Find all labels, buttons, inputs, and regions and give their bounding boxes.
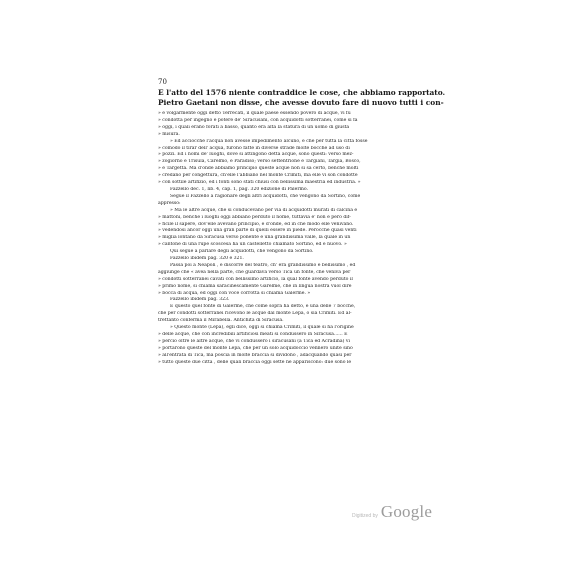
watermark-prefix: Digitized by	[352, 513, 378, 519]
body-line: aggiunge che « avea nella parte, che guardava verso Tica un fonte, che veniva per	[158, 269, 351, 275]
body-line: Fazzello dec. 1, lib. 4, cap. 1, pag. 320 edizione di Palermo.	[170, 186, 309, 192]
body-line: » condotti sotterranei cavati con bellissimo artificio, la qual fonte avendo perduto il	[158, 276, 353, 282]
body-line: » comodo il tirar dell' acqua, furono fatte in diverse strade molte bocche ad uso di	[158, 145, 350, 151]
body-line: Fazzello ibidem pag. 323.	[170, 297, 230, 303]
body-line: » cantone di una rupe scoscesa ha un castelletto chiamato Sortino, ed è nuovo. »	[158, 242, 347, 248]
body-text	[158, 111, 426, 367]
body-line: » Questo monte (Lepa), egli dice, oggi si chiama Crimiti, il quale si ha l'origine	[170, 325, 354, 331]
body-line: » e Targetta. Ma d'onde abbiamo principio queste acque non si sa certo, benchè molti	[158, 166, 359, 172]
body-line: » miglia lontano da Siracusa verso ponente è una grandissima valle, la quale in un	[158, 235, 351, 241]
body-line: Segue il Fazzello a ragionare degli altri acquidotti, che vengono da Sortino, come	[170, 193, 361, 199]
body-line: » zogiorno è Trisula, Carelmo, e Paradiso; verso settentrione è Targiani, Targia, Bosco,	[158, 159, 361, 165]
body-line: » misura.	[158, 131, 180, 137]
page-number: 70	[158, 78, 167, 86]
body-line: È questo quel fonte di Galerme, che come sopra ha detto, è una delle 7 bocche,	[170, 304, 356, 310]
body-line: » tutto queste due città , delle quali braccia oggi sette ne appariscono: due sono le	[158, 359, 352, 365]
lead-line: Pietro Gaetani non disse, che avesse dovuto fare di nuovo tutti i con-	[158, 97, 444, 107]
body-line: » Ed acciocchè l'acqua non avesse impedimento alcuno, e che per tutta la città fosse	[170, 138, 368, 144]
body-line: » condotta per ingegno e potere de' Siracusani, con acquidotti sotterranei, come si fa	[158, 117, 358, 123]
google-watermark	[352, 502, 432, 522]
body-line: appresso:	[158, 200, 181, 206]
body-line: » Ma le altre acque, che si conducevano per via di acquidotti murati di calcina e	[170, 207, 358, 213]
body-line: » ficile il sapere, dov'elle avevano principio, e d'onde, ed in che modo elle venivano.	[158, 221, 354, 227]
body-line: » con sottile artifizio, ed i fonti sono stati chiusi con bellissima maestria ed industria. »	[158, 180, 361, 186]
body-line: che per condotti sotterranei ricevono le acque dal monte Lepa, o sia Crimiti. Ed al-	[158, 311, 352, 317]
body-line: Passa poi a Neapoli , e discorre del teatro, ch' era grandissimo e bellissimo , ed	[170, 262, 356, 268]
body-line: » primo nome, si chiama saracinescamente Garelme, che in lingua nostra vuol dire	[158, 283, 352, 289]
body-line: » pozzi. Ed i nomi de' luoghi, dove si attingono detta acque, sono questi: verso mez-	[158, 152, 354, 158]
body-line: » perciò oltre le altre acque, che vi condussero i siracusani (a Tica ed Acradina) vi	[158, 338, 350, 344]
body-line: Qui segue a parlare degli acquidotti, che vengono da Sortino.	[170, 249, 314, 255]
lead-paragraph	[158, 88, 446, 107]
body-line: » vedendosi ancor oggi una gran parte di quelli essere in piede. Perocchè quasi venti	[158, 228, 357, 234]
body-line: » delle acque, che con incredibili artificiosi meati si condussero in Siracusa...... E	[158, 332, 348, 337]
body-line: » oggi, i quali erano forati a basso, quanto era alta la statura di un uomo di giusta	[158, 124, 350, 130]
body-line: » bocca di acqua, ed oggi con voce corrotta si chiama Galerme. »	[158, 290, 311, 296]
body-line: Fazzello ibidem pag. 320 e 321.	[170, 256, 244, 262]
body-line: » all'entrata di Tica, ma poscia in molte braccia si dividono , adacquando quasi per	[158, 352, 352, 358]
body-line: » è volgarmente oggi detto Terrecati, il quale paese essendo povero di acque, vi fu	[158, 111, 351, 116]
google-logo: Google	[380, 502, 433, 521]
body-line: trettanto conferma il Mirabella. Antichità di Siracusa.	[158, 318, 284, 324]
body-line: » portarono queste del monte Lepa, che per un solo acquidoccio vennero unite sino	[158, 345, 353, 351]
body-line: » mattoni, benchè i luoghi oggi abbiano perduto il nome, tuttavia e' non è però dif-	[158, 214, 351, 220]
lead-line: E l'atto del 1576 niente contraddice le cose, che abbiamo rapportato.	[158, 88, 446, 97]
body-line: » credano per congettura, ch'elle l'abbiano nel monte Crimiti, ma elle vi son condotte	[158, 173, 358, 179]
